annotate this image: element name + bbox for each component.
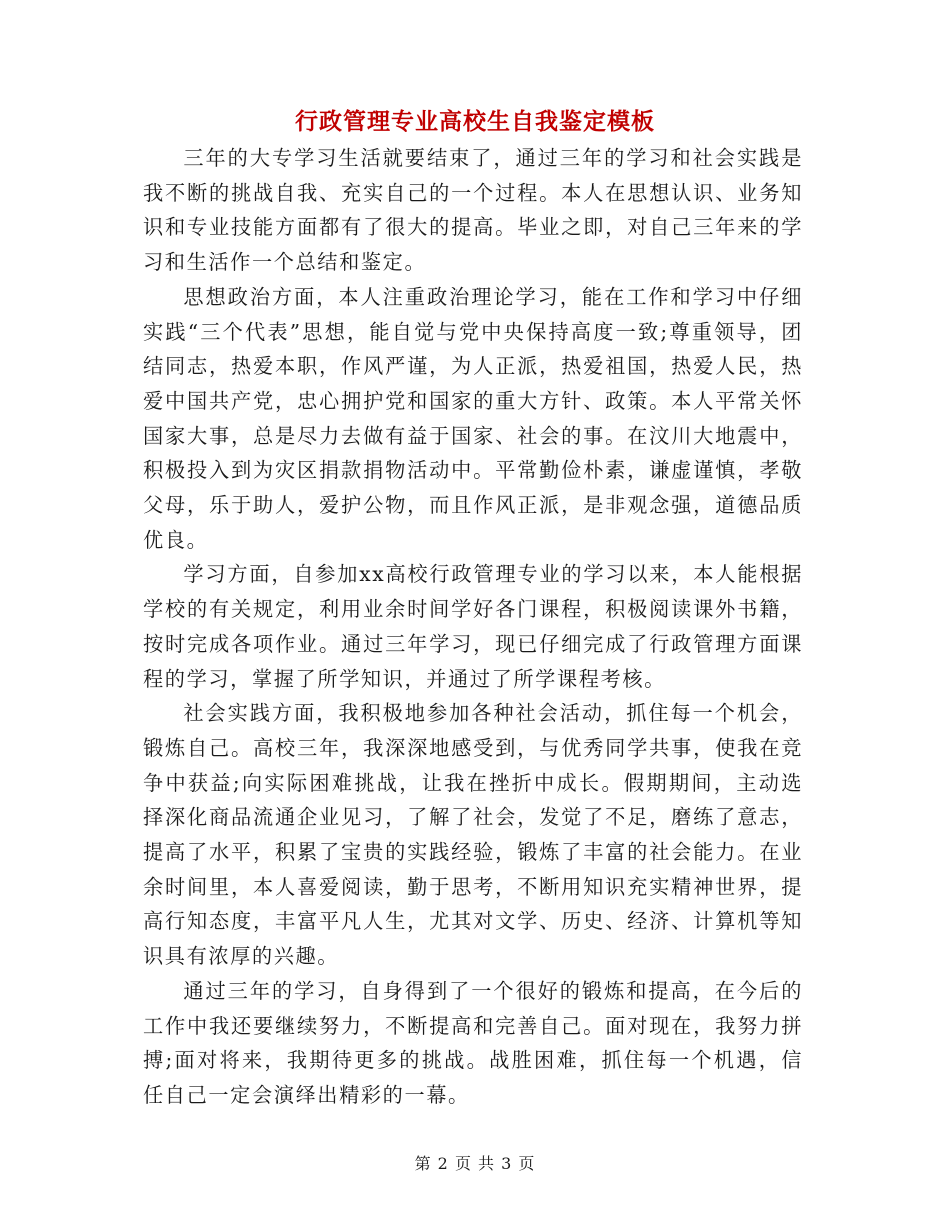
document-title: 行政管理专业高校生自我鉴定模板 [295, 108, 655, 135]
document-body [143, 141, 803, 1113]
paragraph-social-practice: 社会实践方面，我积极地参加各种社会活动，抓住每一个机会，锻炼自己。高校三年，我深深地感受到，与优秀同学共事，使我在竞争中获益;向实际困难挑战，让我在挫折中成长。假期期间，主动选择深化商品流通企业见习，了解了社会，发觉了不足，磨练了意志，提高了水平，积累了宝贵的实践经验，锻炼了丰富的社会能力。在业余时间里，本人喜爱阅读，勤于思考，不断用知识充实精神世界，提高行知态度，丰富平凡人生，尤其对文学、历史、经济、计算机等知识具有浓厚的兴趣。 [143, 701, 803, 969]
paragraph-political: 思想政治方面，本人注重政治理论学习，能在工作和学习中仔细实践“三个代表”思想，能自觉与党中央保持高度一致;尊重领导，团结同志，热爱本职，作风严谨，为人正派，热爱祖国，热爱人民，热爱中国共产党，忠心拥护党和国家的重大方针、政策。本人平常关怀国家大事，总是尽力去做有益于国家、社会的事。在汶川大地震中，积极投入到为灾区捐款捐物活动中。平常勤俭朴素，谦虚谨慎，孝敬父母，乐于助人，爱护公物，而且作风正派，是非观念强，道德品质优良。 [143, 284, 803, 552]
paragraph-conclusion: 通过三年的学习，自身得到了一个很好的锻炼和提高，在今后的工作中我还要继续努力，不断提高和完善自己。面对现在，我努力拼搏;面对将来，我期待更多的挑战。战胜困难，抓住每一个机遇，信任自己一定会演绎出精彩的一幕。 [143, 978, 803, 1107]
paragraph-intro: 三年的大专学习生活就要结束了，通过三年的学习和社会实践是我不断的挑战自我、充实自己的一个过程。本人在思想认识、业务知识和专业技能方面都有了很大的提高。毕业之即，对自己三年来的学习和生活作一个总结和鉴定。 [143, 146, 803, 275]
page-number-footer: 第 2 页 共 3 页 [414, 1154, 536, 1173]
paragraph-study: 学习方面，自参加xx高校行政管理专业的学习以来，本人能根据学校的有关规定，利用业余时间学好各门课程，积极阅读课外书籍，按时完成各项作业。通过三年学习，现已仔细完成了行政管理方面课程的学习，掌握了所学知识，并通过了所学课程考核。 [143, 562, 803, 691]
